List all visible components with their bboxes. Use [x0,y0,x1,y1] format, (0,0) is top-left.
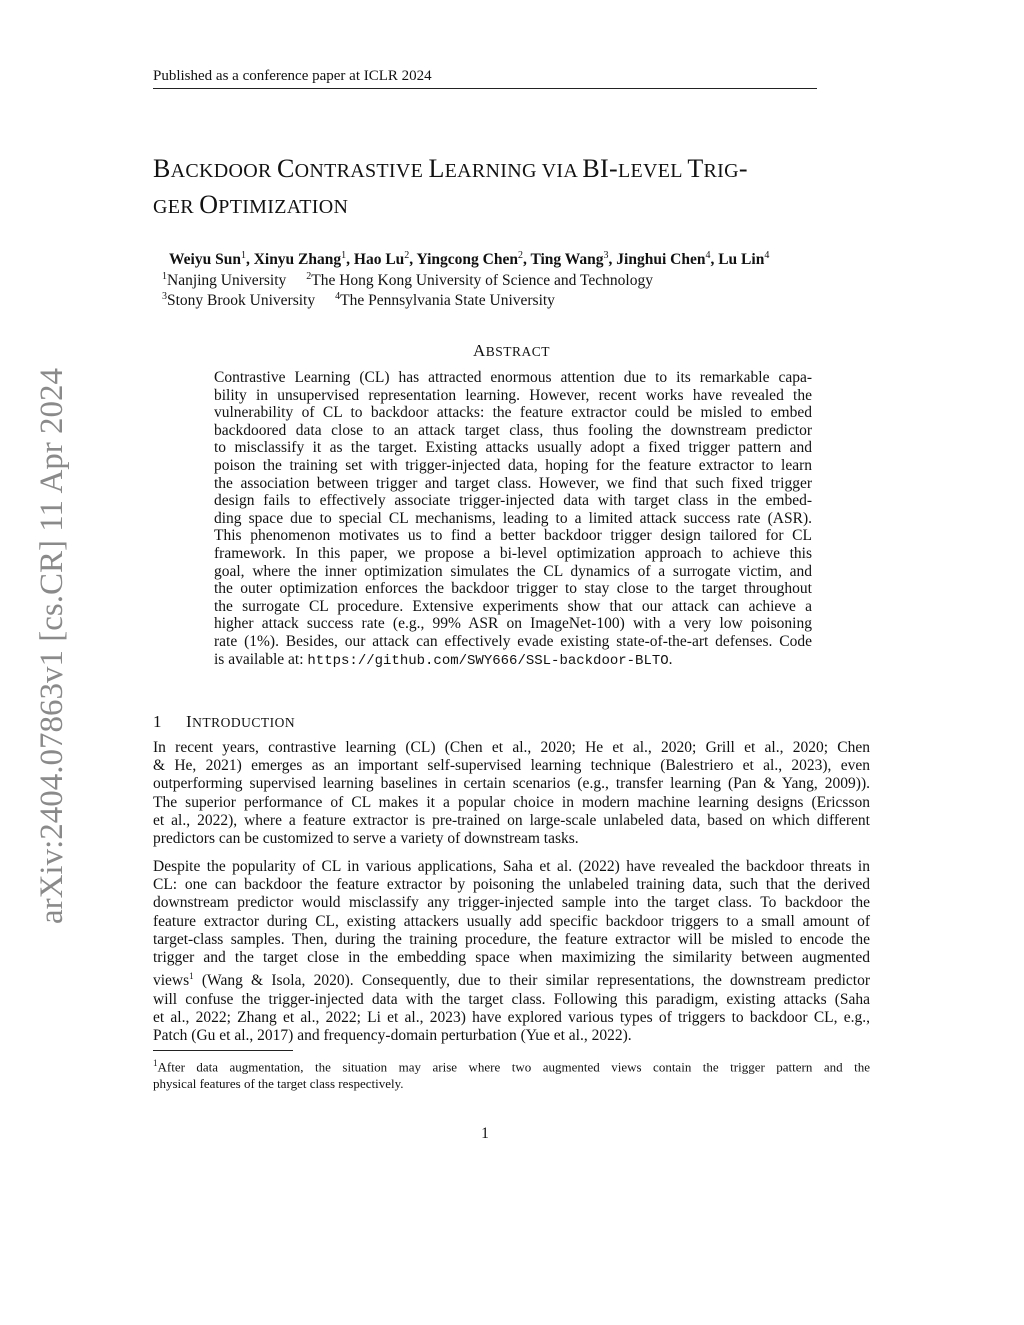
paper-title [153,152,853,224]
abstract-line: the surrogate CL procedure. Extensive experiments show that our attack can achieve a [214,597,812,615]
paragraph-line: Patch (Gu et al., 2017) and frequency-domain perturbation (Yue et al., 2022). [153,1026,632,1044]
paragraph-line: feature extractor during CL, existing attackers usually add specific backdoor triggers to a small amount of [153,912,870,930]
abstract-line: poison the training set with trigger-injected data, hoping for the feature extractor to learn [214,456,812,474]
affiliations-row-2: $^3$Stony Brook University $^4$The Pennsylvania State University [162,291,555,310]
abstract-line: This phenomenon motivates us to find a better backdoor trigger design tailored for CL [214,527,812,545]
abstract-line: the outer optimization enforces the backdoor trigger to stay close to the target throughout [214,580,812,598]
abstract-line: goal, where the inner optimization simulates the CL dynamics of a surrogate victim, and [214,562,812,580]
paragraph-line: predictors can be customized to serve a variety of downstream tasks. [153,830,579,848]
footnote-rule [153,1050,293,1051]
paragraph-line: outperforming supervised learning baselines in certain scenarios (e.g., transfer learning (Pan & Yang, 2009)). [153,775,870,793]
abstract-line: framework. In this paper, we propose a bi-level optimization approach to achieve this [214,544,812,562]
author-name: Weiyu Sun [169,251,241,269]
paragraph-line: et al., 2022), where a feature extractor is pre-trained on large-scale unlabeled data, based on which different [153,811,870,829]
footnote-line: $^1$After data augmentation, the situation may arise where two augmented views contain the trigger pattern and the [153,1058,870,1075]
footnote-reference[interactable]: 1 [189,971,194,982]
abstract-line: is available at: https://github.com/SWY666/SSL-backdoor-BLTO. [214,650,673,669]
abstract-line: Contrastive Learning (CL) has attracted enormous attention due to its remarkable capa- [214,369,812,386]
paragraph-line: downstream predictor would misclassify any trigger-injected sample into the target class. To backdoor the [153,894,870,912]
abstract-line: bility in unsupervised representation learning. However, recent works have revealed the [214,386,812,404]
author-affiliation-mark: 2 [517,250,523,261]
author-name: Ting Wang [530,251,604,269]
author-name: Jinghui Chen [616,251,706,269]
paragraph-line: will confuse the trigger-injected data with the target class. Following this paradigm, existing attacks (Saha [153,990,870,1008]
author-affiliation-mark: 1 [240,250,246,261]
intro-paragraph-1 [153,739,870,848]
title-line-2: GER OPTIMIZATION [153,190,349,219]
author-name: Hao Lu [353,251,405,269]
paragraph-line: CL: one can backdoor the feature extractor by poisoning the unlabeled training data, such that the derived [153,876,870,894]
paragraph-line: & He, 2021) emerges as an important self-supervised learning technique (Balestriero et al., 2023), even [153,757,870,775]
paragraph-line: target-class samples. Then, during the training procedure, the feature extractor will be misled to encode the [153,930,870,948]
author-name: Yingcong Chen [416,251,518,269]
author-affiliation-mark: 2 [404,250,410,261]
author-list: Weiyu Sun$^1$, Xinyu Zhang$^1$, Hao Lu$^2$, Yingcong Chen$^2$, Ting Wang$^3$, Jinghui Chen$^4$, Lu Lin$^4$ [169,250,770,269]
affiliation-name: The Pennsylvania State University [340,292,555,310]
abstract-body [214,369,812,670]
author-affiliation-mark: 4 [764,250,770,261]
header-rule [153,88,817,89]
abstract-line: ding space due to special CL mechanisms, leading to a limited attack success rate (ASR). [214,509,812,527]
section-number: 1 [153,712,162,731]
section-heading: 1 INTRODUCTION [153,712,296,731]
footnote-line: physical features of the target class respectively. [153,1075,404,1091]
affiliation-name: Stony Brook University [167,292,316,310]
arxiv-stamp: arXiv:2404.07863v1 [cs.CR] 11 Apr 2024 [34,367,70,925]
paragraph-line: et al., 2022; Zhang et al., 2022; Li et al., 2023) have explored various types of triggers to backdoor CL, e.g., [153,1008,870,1026]
paragraph-line: In recent years, contrastive learning (CL) (Chen et al., 2020; He et al., 2020; Grill et al., 2020; Chen [153,739,870,756]
abstract-line: to misclassify it as the target. Existing attacks usually adopt a fixed trigger pattern and [214,439,812,457]
affiliations-row-1: $^1$Nanjing University $^2$The Hong Kong University of Science and Technology [162,271,653,290]
footnote-mark: 1 [153,1058,158,1068]
abstract-line: design fails to effectively associate trigger-injected data with target class in the embed- [214,492,812,510]
abstract-line: the association between trigger and target class. However, we find that such fixed trigger [214,474,812,492]
author-name: Lu Lin [718,251,765,269]
abstract-line: backdoored data close to an attack target class, thus fooling the downstream predictor [214,421,812,439]
paragraph-line: The superior performance of CL makes it a popular choice in modern machine learning designs (Ericsson [153,793,870,811]
intro-paragraph-2 [153,858,870,1045]
code-link[interactable]: https://github.com/SWY666/SSL-backdoor-BLTO [307,652,669,669]
title-line-1: BACKDOOR CONTRASTIVE LEARNING VIA BI-LEVEL TRIG- [153,154,748,183]
affiliation-name: Nanjing University [167,272,287,290]
affiliation-name: The Hong Kong University of Science and Technology [311,272,653,290]
abstract-heading: ABSTRACT [472,341,551,360]
running-header: Published as a conference paper at ICLR 2024 [153,68,432,84]
author-affiliation-mark: 3 [603,250,609,261]
page-number: 1 [481,1125,489,1142]
abstract-line: rate (1%). Besides, our attack can effectively evade existing state-of-the-art defenses. Code [214,632,812,650]
abstract-line: higher attack success rate (e.g., 99% ASR on ImageNet-100) with a very low poisoning [214,615,812,633]
paragraph-line: views$^1$ (Wang & Isola, 2020). Consequently, due to their similar representations, the downstream predictor [153,971,870,990]
paragraph-line: Despite the popularity of CL in various applications, Saha et al. (2022) have revealed the backdoor threats in [153,858,870,875]
author-affiliation-mark: 4 [705,250,711,261]
paragraph-line: trigger and the target close in the embedding space when maximizing the similarity between augmented [153,949,870,967]
author-name: Xinyu Zhang [253,251,342,269]
footnote [153,1055,870,1092]
author-affiliation-mark: 1 [341,250,347,261]
abstract-line: vulnerability of CL to backdoor attacks: the feature extractor could be misled to embed [214,404,812,422]
